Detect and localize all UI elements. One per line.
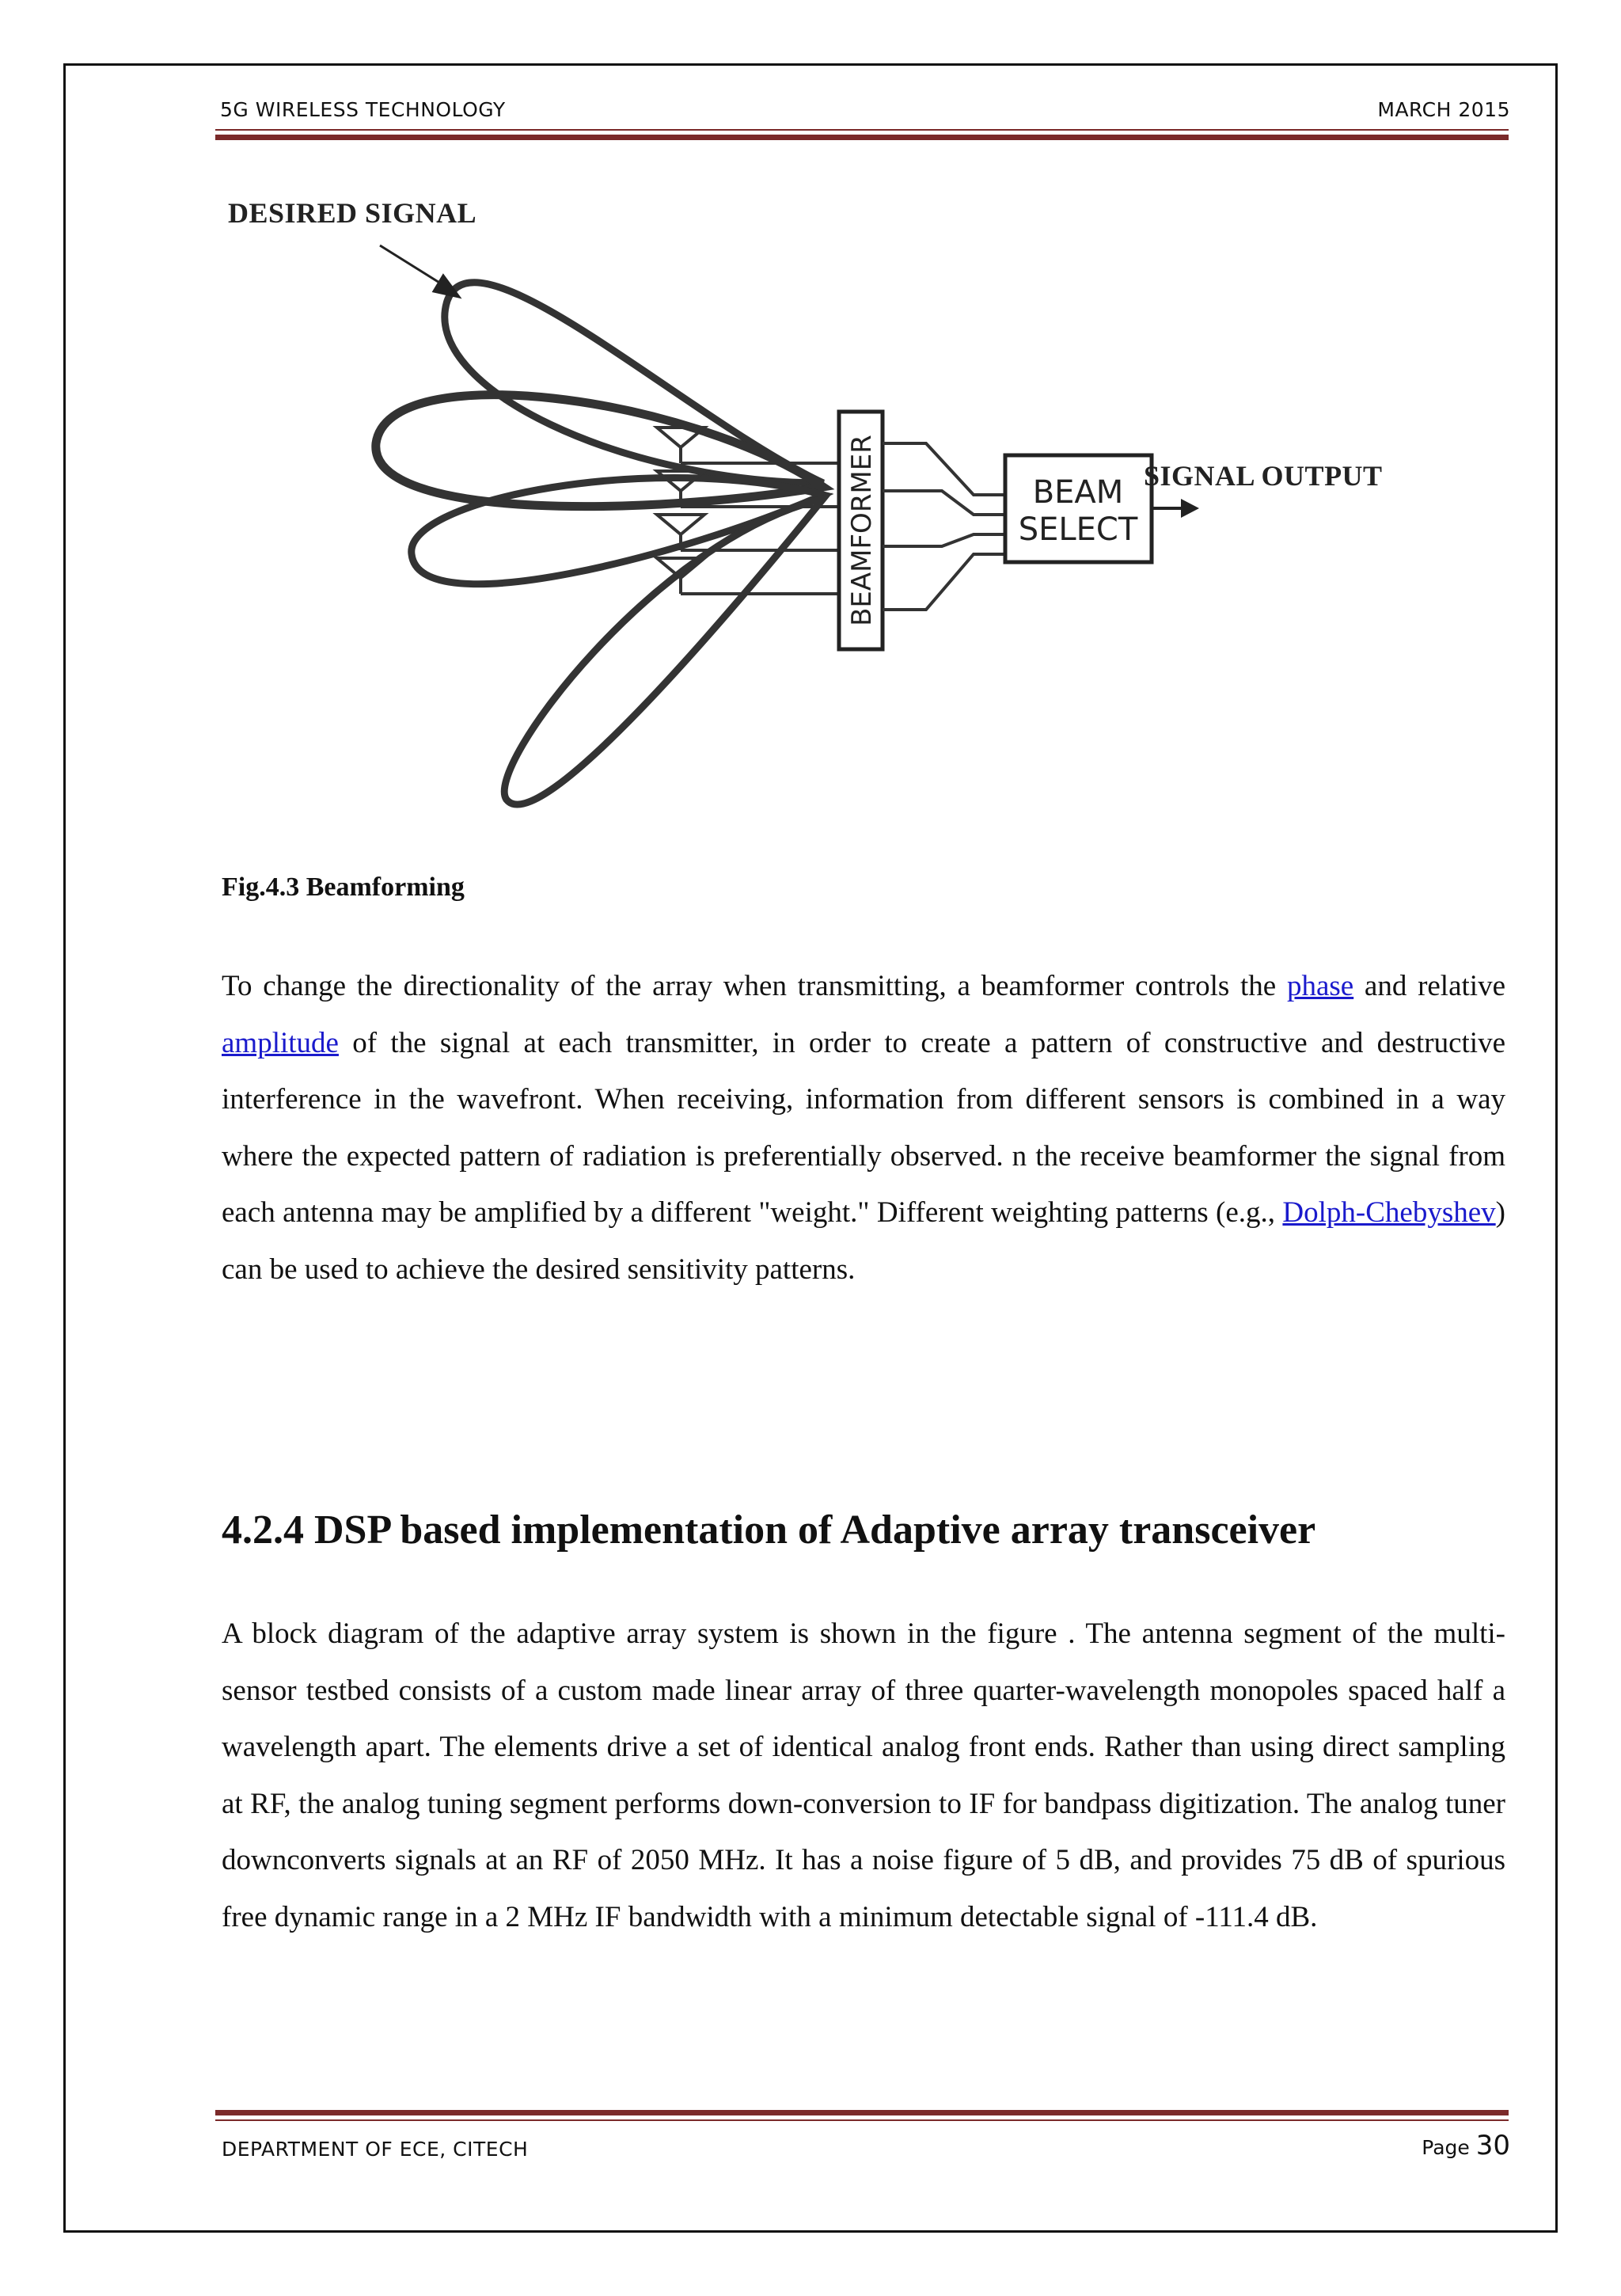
beamforming-figure [214,182,1480,879]
lobe-upper-middle [376,395,823,507]
paragraph-beamforming [222,958,1505,1298]
para1-text-3: of the signal at each transmitter, in order to create a pattern of constructive and destructive interference in the wavefront. When receiving, information from different sensors is combined in a way where the expected pattern of radiation is preferentially observed. n the receive beamformer the signal from each antenna may be amplified by a different "weight." Different weighting patterns (e.g., [222,1026,1505,1229]
section-heading: 4.2.4 DSP based implementation of Adaptive array transceiver [222,1507,1316,1553]
dolph-chebyshev-link[interactable]: Dolph-Chebyshev [1282,1196,1496,1229]
phase-link[interactable]: phase [1286,970,1354,1002]
beamforming-diagram [214,182,1480,879]
paragraph-adaptive-array: A block diagram of the adaptive array system is shown in the figure . The antenna segment of the multi-sensor testbed consists of a custom made linear array of three quarter-wavelength monopoles spaced half a wavelength apart. The elements drive a set of identical analog front ends. Rather than using direct sampling at RF, the analog tuning segment performs down-conversion to IF for bandpass digitization. The analog tuner downconverts signals at an RF of 2050 MHz. It has a noise figure of 5 dB, and provides 75 dB of spurious free dynamic range in a 2 MHz IF bandwidth with a minimum detectable signal of -111.4 dB. [222,1617,1505,1933]
beam-select-label-2: SELECT [1018,511,1138,548]
beamformer-label: BEAMFORMER [846,435,878,626]
lobe-lower [504,499,823,804]
beam-select-label-1: BEAM [1032,474,1124,511]
header-rule-thick [215,135,1509,140]
footer-rule-thin [215,2119,1509,2121]
header-title: 5G WIRELESS TECHNOLOGY [220,98,506,121]
page-number [1422,2130,1510,2161]
page-number-value: 30 [1475,2130,1510,2161]
amplitude-link[interactable]: amplitude [222,1026,339,1059]
para1-text-4: ) can be used to achieve the desired sensitivity patterns. [222,1196,1505,1286]
header-rule-thin [215,129,1509,131]
para1-text-2: and relative [1353,970,1505,1002]
footer-department: DEPARTMENT OF ECE, CITECH [222,2138,529,2161]
page-label: Page [1422,2136,1470,2159]
signal-output-label: SIGNAL OUTPUT [1144,460,1383,492]
para1-text-1: To change the directionality of the array when transmitting, a beamformer controls the [222,970,1287,1002]
desired-signal-label: DESIRED SIGNAL [228,197,477,229]
figure-caption: Fig.4.3 Beamforming [222,872,465,902]
footer-rule-thick [215,2110,1509,2115]
header-date: MARCH 2015 [1377,98,1510,121]
